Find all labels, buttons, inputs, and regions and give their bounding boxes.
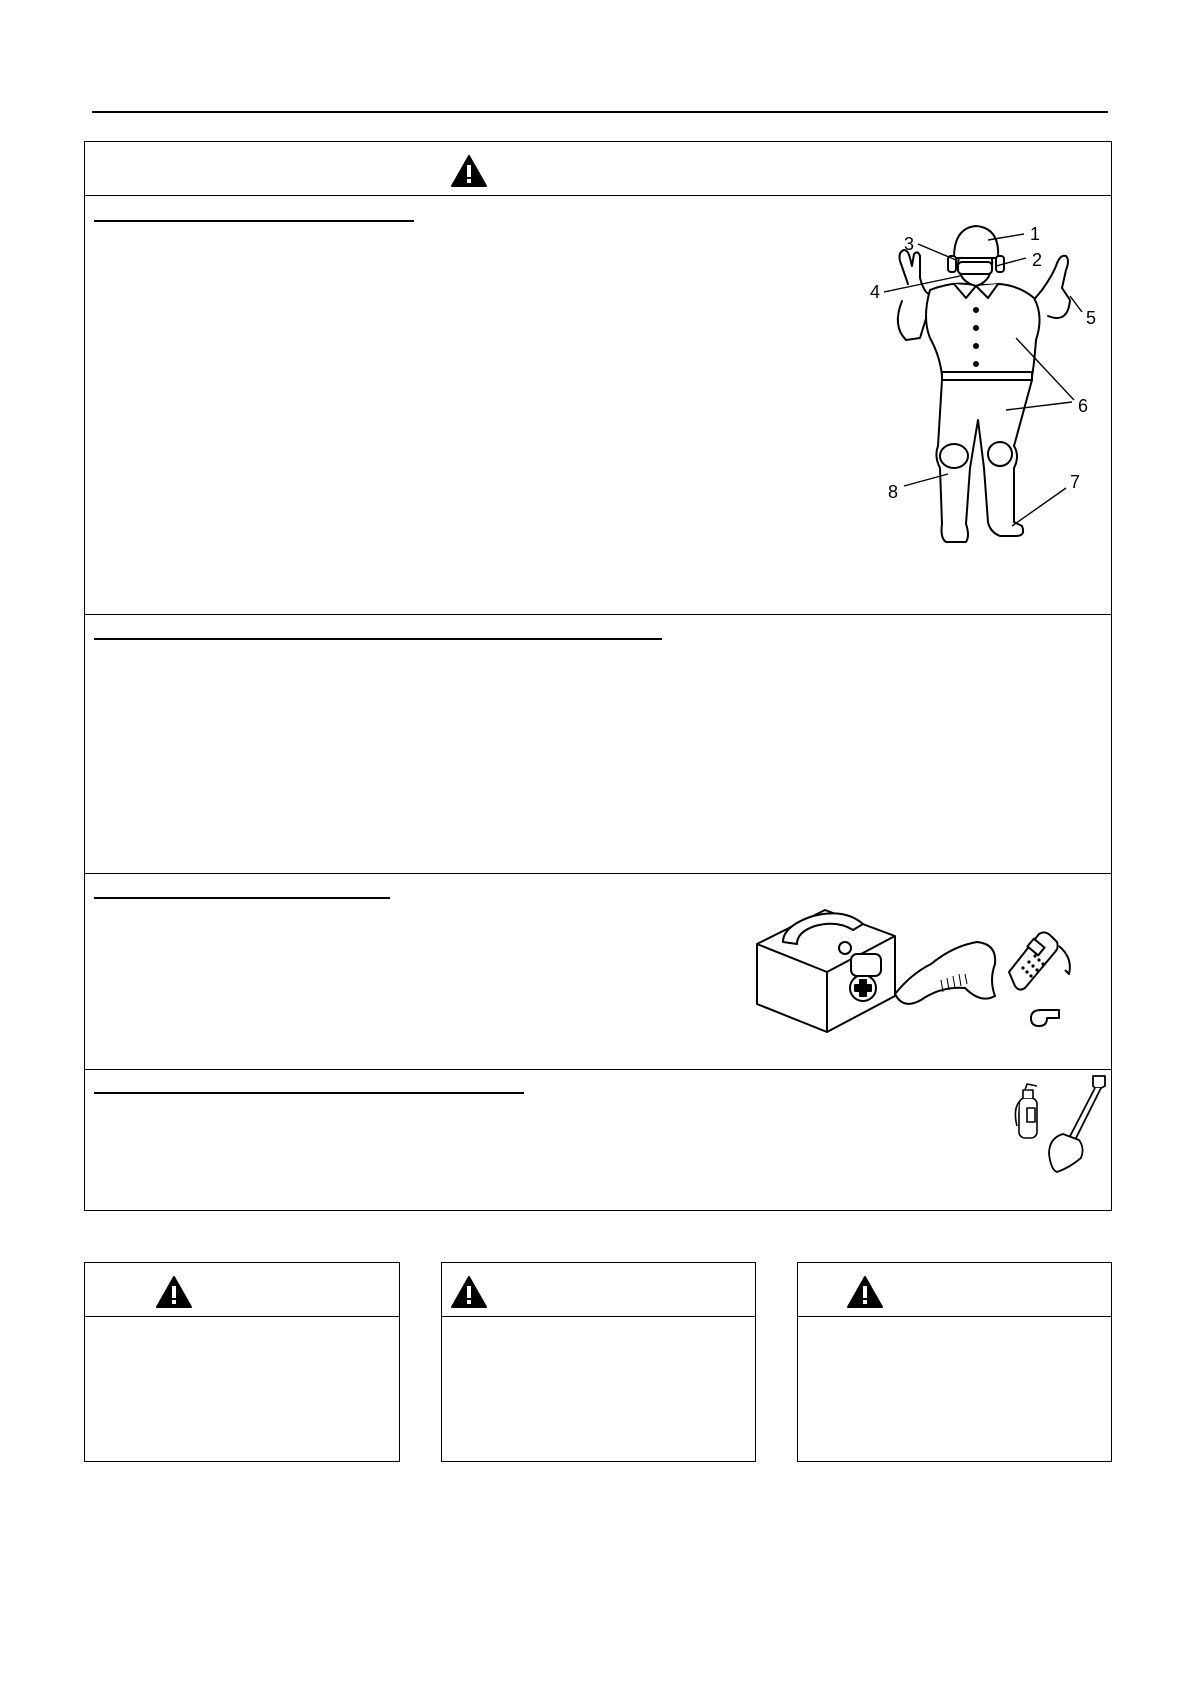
callout-4: 4 <box>870 282 881 302</box>
warning-box-header <box>85 1263 399 1317</box>
warning-triangle-icon <box>847 1276 883 1308</box>
callout-8: 8 <box>888 482 899 502</box>
protective-gear-illustration <box>830 206 1110 606</box>
warning-triangle-icon <box>451 1276 487 1308</box>
first-aid-kit-illustration <box>753 892 903 1042</box>
section-heading-rule <box>94 1092 524 1094</box>
section-protective-gear <box>85 196 1111 614</box>
callout-6: 6 <box>1078 396 1089 416</box>
warning-box-center <box>441 1262 756 1462</box>
section-heading-rule <box>94 638 662 640</box>
section-heading-rule <box>94 220 414 222</box>
warning-box-left <box>84 1262 400 1462</box>
warning-box-header <box>442 1263 755 1317</box>
warning-box-right <box>797 1262 1112 1462</box>
section-two <box>85 614 1111 873</box>
callout-3: 3 <box>904 234 915 254</box>
towel-illustration <box>891 934 1003 1014</box>
shovel-illustration <box>1043 1074 1113 1174</box>
section-fire-equipment <box>85 1069 1111 1211</box>
callout-2: 2 <box>1032 250 1043 270</box>
section-first-aid <box>85 873 1111 1069</box>
fire-extinguisher-illustration <box>1013 1080 1045 1142</box>
warning-box-header <box>798 1263 1111 1317</box>
warning-triangle-icon <box>451 155 487 187</box>
main-warning-box <box>84 141 1112 1211</box>
callout-5: 5 <box>1086 308 1097 328</box>
callout-1: 1 <box>1030 224 1041 244</box>
main-warning-header <box>85 142 1111 196</box>
top-rule <box>92 111 1108 113</box>
whistle-illustration <box>1029 1006 1063 1030</box>
mobile-phone-illustration <box>1005 930 1081 1010</box>
section-heading-rule <box>94 897 390 899</box>
warning-triangle-icon <box>156 1276 192 1308</box>
callout-7: 7 <box>1070 472 1081 492</box>
